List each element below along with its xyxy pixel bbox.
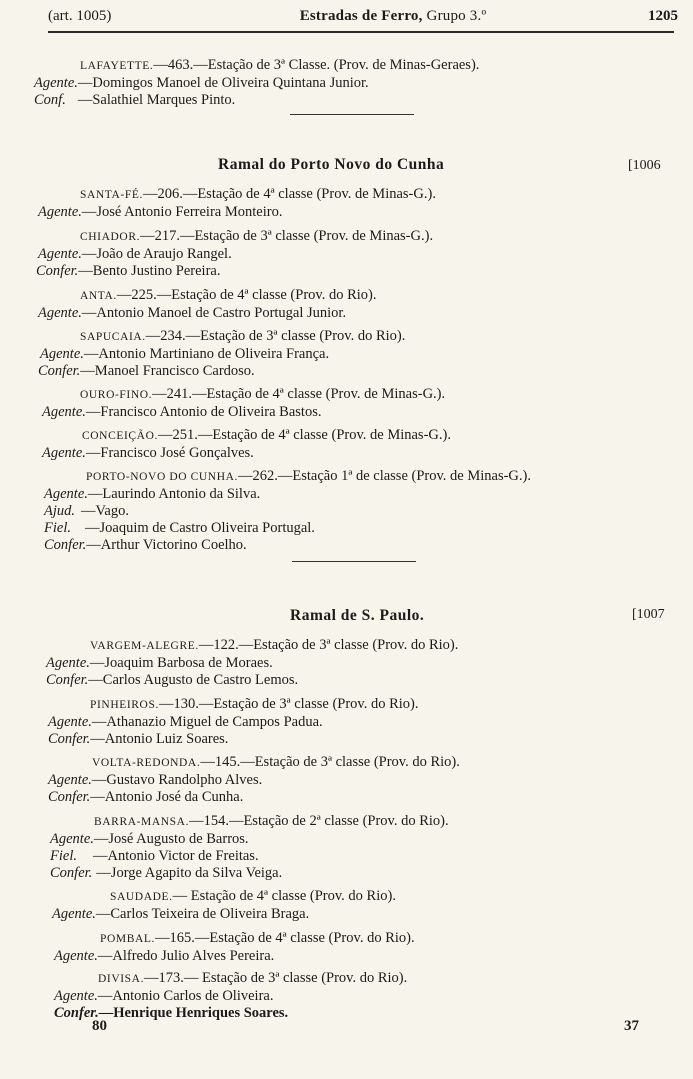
staff-line [34,74,369,92]
staff-name: —Francisco José Gonçalves. [85,445,254,461]
staff-role: Fiel. [50,848,77,864]
station-line [90,636,458,655]
article-ref: (art. 1005) [48,8,112,24]
staff-name: —Athanazio Miguel de Campos Padua. [91,714,323,730]
staff-name: —Antonio Carlos de Oliveira. [97,988,274,1004]
staff-name: —Laurindo Antonio da Silva. [87,486,261,502]
station-line [92,753,460,772]
station-info: —217.—Estação de 3ª classe (Prov. de Minas-G.). [140,228,434,244]
station-line [80,56,479,75]
staff-role: Confer. [46,672,89,688]
station-line [82,426,451,445]
staff-line [54,947,274,965]
station-info: —234.—Estação de 3ª classe (Prov. do Rio). [145,328,406,344]
station-line [98,969,407,988]
station-line [80,286,376,305]
staff-role: Confer. [48,731,91,747]
staff-line [38,203,282,221]
station-line [100,929,415,948]
separator-rule [290,114,414,115]
staff-line [36,262,220,280]
station-line [80,385,445,404]
section-title: Ramal do Porto Novo do Cunha [218,156,445,173]
station-name: SAPUCAIA. [80,331,146,343]
station-name: POMBAL. [100,933,156,945]
page-title-group: Grupo 3.º [426,8,487,24]
station-name: SAUDADE. [110,891,173,903]
station-name: BARRA-MANSA. [94,816,190,828]
staff-line [44,519,315,537]
staff-role: Agente. [38,246,82,262]
staff-role: Agente. [46,655,90,671]
station-name: CONCEIÇÃO. [82,430,158,442]
staff-role: Confer. [36,263,79,279]
staff-line [38,304,346,322]
station-line [90,695,419,714]
staff-name: —Antonio Manoel de Castro Portugal Junior. [81,305,347,321]
station-info: —251.—Estação de 4ª classe (Prov. de Minas-G.). [157,427,451,443]
staff-role: Agente. [52,906,96,922]
staff-name: —Alfredo Julio Alves Pereira. [97,948,275,964]
staff-line [42,444,254,462]
staff-line [40,345,329,363]
staff-role: Agente. [50,831,94,847]
staff-name: —Antonio Martiniano de Oliveira França. [83,346,330,362]
staff-name: —Carlos Augusto de Castro Lemos. [88,672,299,688]
section-title: Ramal de S. Paulo. [290,607,425,624]
station-info: —225.—Estação de 4ª classe (Prov. do Rio). [116,287,377,303]
staff-name: —Vago. [81,503,129,519]
station-info: —206.—Estação de 4ª classe (Prov. de Minas-G.). [142,186,436,202]
staff-role: Agente. [34,75,78,91]
station-name: LAFAYETTE. [80,60,154,72]
staff-name: —Manoel Francisco Cardoso. [80,363,255,379]
staff-name: —Antonio Luiz Soares. [90,731,229,747]
staff-line [48,771,262,789]
staff-role: Fiel. [44,520,71,536]
station-name: ANTA. [80,290,117,302]
header-rule [48,31,674,33]
station-name: PORTO-NOVO DO CUNHA. [86,471,238,483]
station-info: —173.— Estação de 3ª classe (Prov. do Rio). [144,970,408,986]
running-header [48,8,678,32]
staff-line [48,730,228,748]
staff-line [50,864,282,882]
staff-name: —Carlos Teixeira de Oliveira Braga. [95,906,310,922]
staff-role: Confer. [44,537,87,553]
staff-name: —Arthur Victorino Coelho. [86,537,247,553]
staff-line [54,987,273,1005]
station-info: —154.—Estação de 2ª classe (Prov. do Rio). [189,813,449,829]
station-info: —262.—Estação 1ª de classe (Prov. de Minas-G.). [237,468,531,484]
sheet-number: 37 [624,1018,639,1034]
staff-name: —Joaquim Barbosa de Moraes. [89,655,273,671]
station-name: CHIADOR. [80,231,141,243]
station-info: —241.—Estação de 4ª classe (Prov. de Minas-G.). [152,386,446,402]
staff-line [48,713,323,731]
staff-line [48,788,243,806]
staff-role: Agente. [42,404,86,420]
staff-role: Confer. [50,865,93,881]
station-line [94,812,449,831]
station-name: DIVISA. [98,973,145,985]
staff-name: —Gustavo Randolpho Alves. [91,772,263,788]
station-info: —145.—Estação de 3ª classe (Prov. do Rio). [200,754,460,770]
station-info: —122.—Estação de 3ª classe (Prov. do Rio). [198,637,459,653]
staff-role: Confer. [38,363,81,379]
station-line [80,327,405,346]
station-line [86,467,531,486]
staff-role: Agente. [44,486,88,502]
station-info: —165.—Estação de 4ª classe (Prov. do Rio). [155,930,415,946]
staff-line [34,91,235,109]
station-name: VOLTA-REDONDA. [92,757,201,769]
staff-name: —Salathiel Marques Pinto. [77,92,236,108]
staff-role: Ajud. [44,503,76,519]
staff-name: —Jorge Agapito da Silva Veiga. [96,865,283,881]
staff-name: —José Augusto de Barros. [93,831,249,847]
staff-line [52,905,309,923]
staff-name: —Antonio Victor de Freitas. [92,848,259,864]
staff-role: Agente. [42,445,86,461]
staff-line [46,671,298,689]
staff-name: —Henrique Henriques Soares. [98,1005,289,1021]
staff-name: —Francisco Antonio de Oliveira Bastos. [85,404,322,420]
station-line [80,185,436,204]
staff-line [38,245,232,263]
staff-line [38,362,255,380]
staff-name: —Bento Justino Pereira. [78,263,221,279]
station-line [110,887,396,906]
staff-role: Confer. [48,789,91,805]
page-number: 1205 [648,8,678,24]
staff-name: —Joaquim de Castro Oliveira Portugal. [84,520,315,536]
staff-name: —José Antonio Ferreira Monteiro. [81,204,283,220]
staff-line [50,830,249,848]
staff-role: Agente. [48,714,92,730]
signature-mark: 80 [92,1018,107,1034]
station-name: VARGEM-ALEGRE. [90,640,199,652]
staff-line [46,654,273,672]
staff-line [54,1004,288,1022]
staff-name: —Antonio José da Cunha. [90,789,244,805]
staff-line [42,403,321,421]
section-ref: [1006 [628,158,661,173]
station-name: PINHEIROS. [90,699,159,711]
station-name: OURO-FINO. [80,389,153,401]
staff-role: Agente. [48,772,92,788]
staff-role: Agente. [54,948,98,964]
staff-name: —Domingos Manoel de Oliveira Quintana Junior. [77,75,369,91]
station-info: —463.—Estação de 3ª Classe. (Prov. de Minas-Geraes). [153,57,480,73]
staff-role: Confer. [54,1005,99,1021]
staff-line [44,536,247,554]
staff-role: Agente. [38,204,82,220]
staff-role: Conf. [34,92,66,108]
station-info: — Estação de 4ª classe (Prov. do Rio). [172,888,396,904]
staff-line [44,502,129,520]
station-line [80,227,433,246]
staff-name: —João de Araujo Rangel. [81,246,232,262]
section-ref: [1007 [632,607,665,622]
staff-line [50,847,259,865]
separator-rule [292,561,416,562]
staff-line [44,485,260,503]
staff-role: Agente. [40,346,84,362]
station-name: SANTA-FÉ. [80,189,143,201]
page-title-main: Estradas de Ferro, [299,8,423,24]
station-info: —130.—Estação de 3ª classe (Prov. do Rio). [158,696,419,712]
staff-role: Agente. [54,988,98,1004]
page-title [168,8,618,25]
staff-role: Agente. [38,305,82,321]
